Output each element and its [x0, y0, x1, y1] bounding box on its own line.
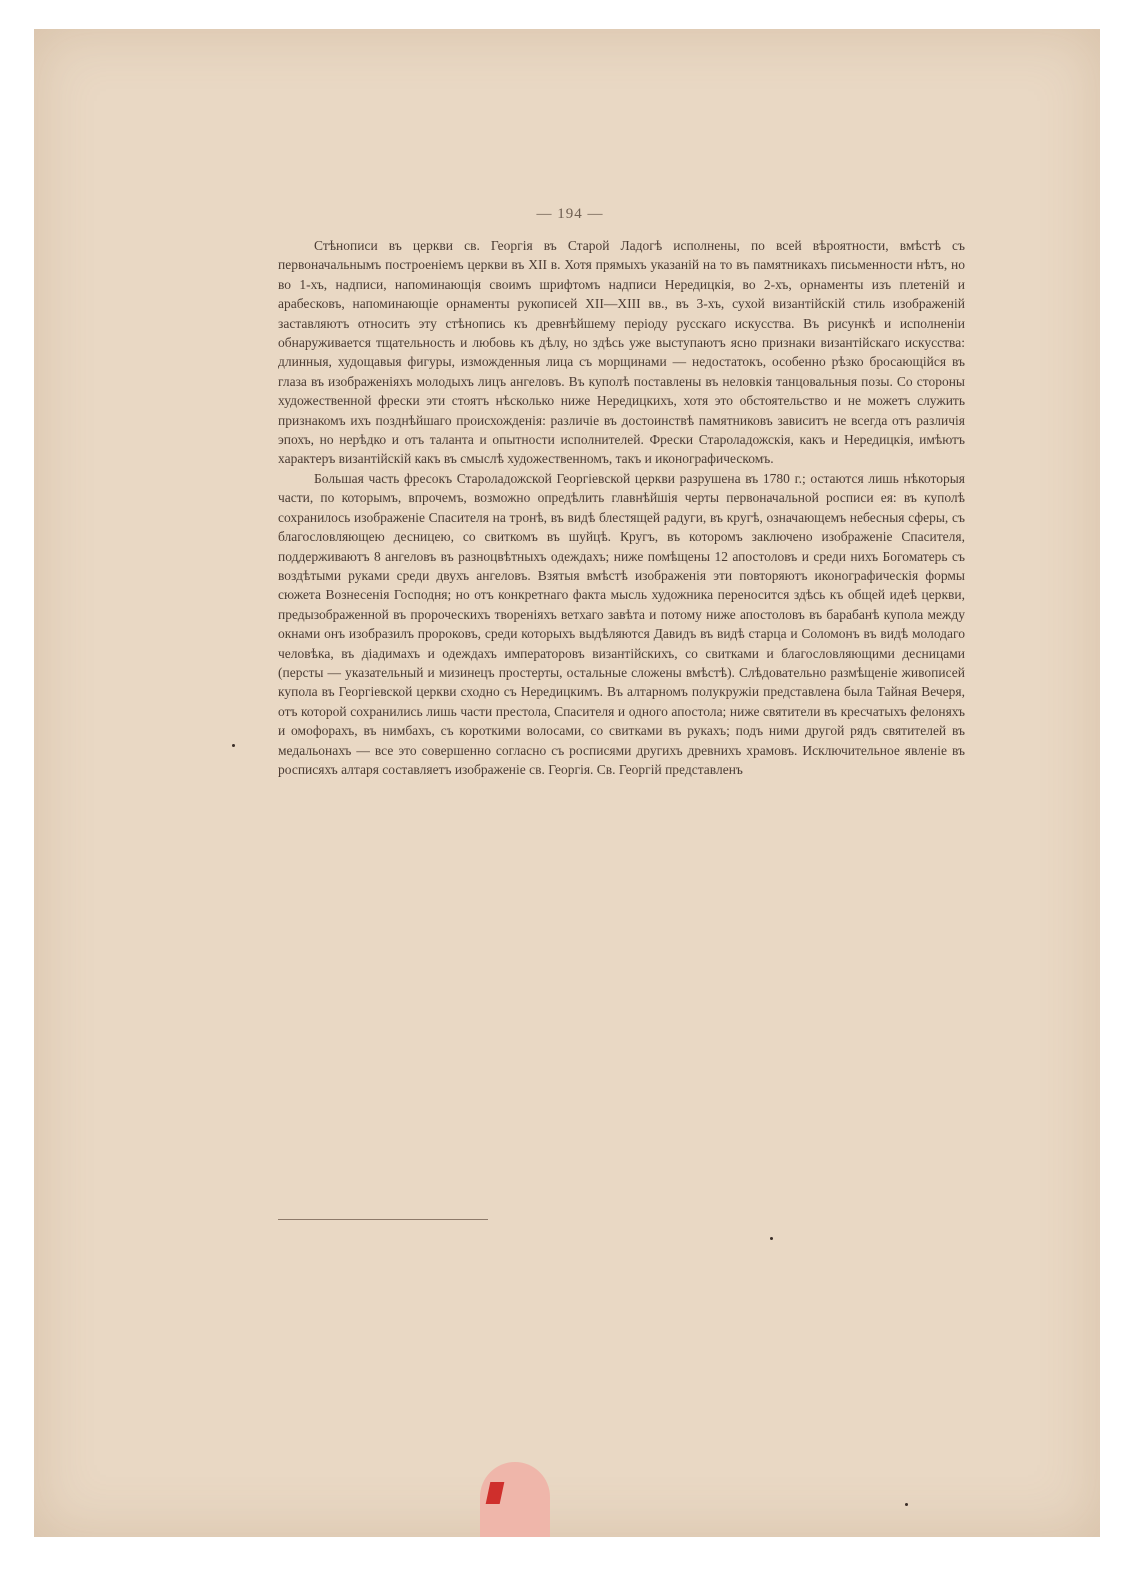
footnote-rule	[278, 1219, 488, 1220]
paragraph-2: Большая часть фресокъ Староладожской Георгіевской церкви разрушена въ 1780 г.; остаются лишь нѣкоторыя части, по которымъ, впрочемъ, возможно опредѣлить главнѣйшія черты первоначальной росписи ея: въ куполѣ сохранилось изображеніе Спасителя на тронѣ, въ видѣ блестящей радуги, въ кругѣ, означающемъ небесныя сферы, съ благословляющею десницею, со свиткомъ въ шуйцѣ. Кругъ, въ которомъ заключено изображеніе Спасителя, поддерживаютъ 8 ангеловъ въ разноцвѣтныхъ одеждахъ; ниже помѣщены 12 апостоловъ и среди нихъ Богоматерь съ воздѣтыми руками среди двухъ ангеловъ. Взятыя вмѣстѣ изображенія эти повторяютъ иконографическія формы сюжета Вознесенія Господня; но отъ конкретнаго факта мысль художника переносится здѣсь къ общей идеѣ церкви, предызображенной въ пророческихъ твореніяхъ ветхаго завѣта и потому ниже апостоловъ въ барабанѣ купола между окнами онъ изобразилъ пророковъ, среди которыхъ выдѣляются Давидъ въ видѣ старца и Соломонъ въ видѣ молодаго человѣка, въ діадимахъ и одеждахъ императоровъ византійскихъ, со свитками и благословляющими десницами (персты — указательный и мизинецъ простерты, остальные сложены вмѣстѣ). Слѣдовательно размѣщеніе живописей купола въ Георгіевской церкви сходно съ Нередицкимъ. Въ алтарномъ полукружіи представлена была Тайная Вечеря, отъ которой сохранились лишь части престола, Спасителя и одного апостола; ниже святители въ кресчатыхъ фелоняхъ и омофорахъ, въ нимбахъ, съ короткими волосами, со свитками въ рукахъ; подъ ними другой рядъ святителей въ медальонахъ — все это совершенно согласно съ росписями другихъ древнихъ храмовъ. Исключительное явленіе въ росписяхъ алтаря составляетъ изображеніе св. Георгія. Св. Георгій представленъ	[278, 470, 965, 777]
paragraph-1: Стѣнописи въ церкви св. Георгія въ Старой Ладогѣ исполнены, по всей вѣроятности, вмѣстѣ съ первоначальнымъ построеніемъ церкви въ XII в. Хотя прямыхъ указаній на то въ памятникахъ письменности нѣтъ, но во 1-хъ, надписи, напоминающія своимъ шрифтомъ надписи Нередицкія, во 2-хъ, орнаменты изъ плетеній и арабесковъ, напоминающіе орнаменты рукописей XII—XIII вв., въ 3-хъ, сухой византійскій стиль изображеній заставляютъ относить эту стѣнопись къ древнѣйшему періоду русскаго искусства. Въ рисункѣ и исполненіи обнаруживается тщательность и любовь къ дѣлу, но здѣсь уже выступаютъ ясно признаки византійскаго искусства: длинныя, худощавыя фигуры, изможденныя лица съ морщинами — недостатокъ, особенно рѣзко бросающійся въ глаза въ изображеніяхъ молодыхъ лицъ ангеловъ. Въ куполѣ поставлены въ неловкія танцовальныя позы. Со стороны художественной фрески эти стоятъ нѣсколько ниже Нередицкихъ, хотя это обстоятельство и не можетъ служить признакомъ ихъ позднѣйшаго происхожденія: различіе въ достоинствѣ памятниковъ зависитъ не всегда отъ различія эпохъ, но нерѣдко и отъ таланта и опытности исполнителей. Фрески Староладожскія, какъ и Нередицкія, имѣютъ характеръ византійскій какъ въ смыслѣ художественномъ, такъ и иконографическомъ.	[278, 238, 965, 467]
page-number: — 194 —	[536, 206, 604, 222]
paper-speck	[905, 1503, 908, 1506]
body-text	[278, 236, 965, 779]
paper-speck	[232, 744, 235, 747]
paper-speck	[770, 1237, 773, 1240]
